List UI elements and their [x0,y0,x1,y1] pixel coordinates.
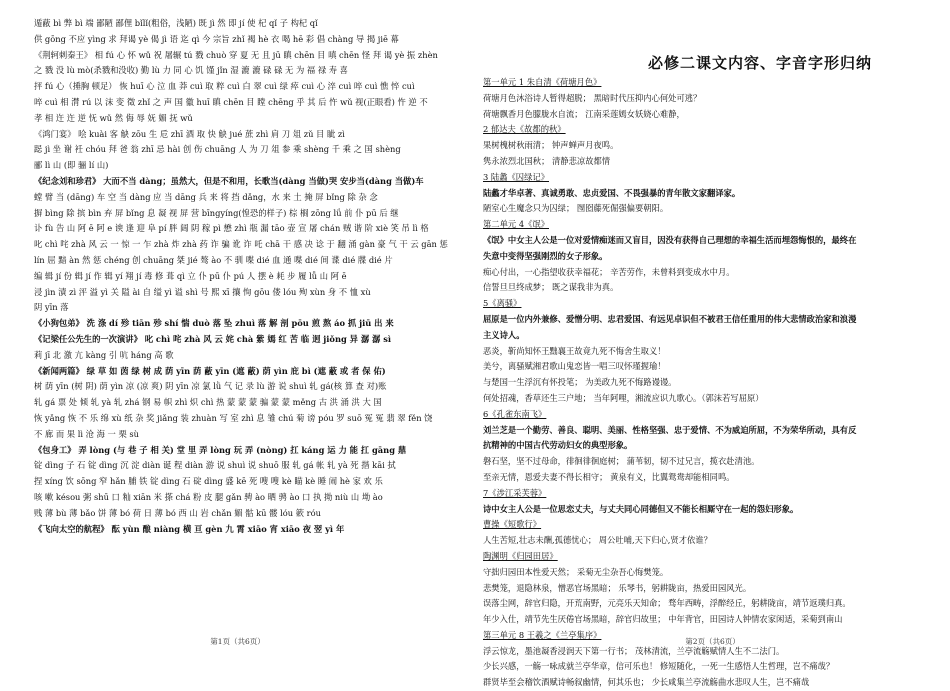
text-line: 《氓》中女主人公是一位对爱情痴迷而又盲目，因没有获得自己理想的幸福生活而埋怨悔恨的，最终在 [483,234,857,245]
text-line: 《飞向太空的航程》 酝 yùn 酿 niàng 横 亘 gèn 九 霄 xiāo 宵 xiāo 夜 翌 yì 年 [34,523,345,534]
text-line: 锭 dìng 子 石 锭 dìng 沉 淀 diàn 诞 程 diàn 游 说 shuì 说 shuō 服 轧 gá 帐 轧 yà 死 揩 kāi 拭 [34,460,396,471]
text-line: 人生苦短,壮志未酬,孤德忧心； 周公吐哺,天下归心,贤才依谁？ [483,535,712,546]
text-line: 守拙归园田本性爱天然； 采菊无尘杂吾心悔樊笼。 [483,566,669,577]
text-line: 摒 bìng 除 摈 bìn 弃 屏 bǐng 息 凝 视 屏 营 bīngyíng(惶恐的样子) 棕 榈 zōng lǘ 前 仆 pū 后 继 [34,207,399,218]
text-line: 抗精神的中国古代劳动妇女的典型形象。 [483,440,633,451]
text-line: 陶渊明《归园田居》 [483,550,558,561]
text-line: 屈原是一位内外兼修、爱憎分明、忠君爱国、有远见卓识但不被君王信任重用的伟大悲情政治家和浪漫 [483,313,857,324]
text-line: 至亲无情，恩爱夫妻不得长相守； 黄泉有义，比翼鸳鸯却能相同鸣。 [483,471,735,482]
text-line: 咳 嗽 késou 粥 shū 口 籼 xiān 米 搽 chá 粉 皮 腿 gǎn 骋 ào 晒 骋 ào 口 执 拗 niù 山 坳 ào [34,491,383,502]
text-line: 捏 xíng 饮 sōng 窄 hǎn 脯 铁 锭 dìng 石 碇 dìng 盛 kē 死 嗖 嗖 kè 瞄 kè 睡 闹 hè 家 欢 乐 [34,476,383,487]
text-line: 螳 臂 当 (dāng) 车 空 当 dàng 应 当 dāng 兵 来 将 挡 dǎng，水 来 土 掩 屏 bǐng 除 杂 念 [34,191,378,202]
text-line: 误落尘网，辞官归隐，开荒南野，元亮乐天知命； 骛年西畴，浮醉经丘，躬耕陇亩，靖节返璞归真。 [483,598,851,609]
text-line: 《记梁任公先生的一次演讲》 叱 chì 咤 zhà 风 云 姹 chà 紫 嫣 红 苦 临 迥 jiǒng 异 潺 潺 sì [34,333,392,344]
text-line: 美兮，离骚赋湘君歌山鬼恋皆一唱三叹怀瑾握瑜！ [483,361,666,372]
text-line: 诗中女主人公是一位思恋丈夫，与丈夫同心同德但又不能长相厮守在一起的怨妇形象。 [483,503,799,514]
text-line: 贱 薄 bù 薄 bǎo 饼 薄 bó 荷 日 薄 bó 西 山 岩 chǎn 媚 骷 kū 髅 lóu 簌 róu [34,507,321,518]
page-2 [475,0,950,688]
text-line: 恶炎，靳尚知怀王黜襄王故竟九死不悔舍生取义！ [483,345,666,356]
text-line: 轧 gá 票 处 倾 轧 yà 轧 zhá 钢 易 帜 zhì 炽 chì 热 蒙 蒙 蒙 骗 蒙 蒙 měng 古 洪 涌 洪 大 国 [34,397,382,408]
text-line: 恢 yǎng 恢 不 乐 绵 xù 纸 杂 奖 jiǎng 装 zhuàn 写 室 zhì 息 雏 chú 菊 谤 póu 罗 suō 冤 冤 翡 翠 fěn 饶 [34,412,433,423]
text-line: 5《离骚》 [483,298,522,309]
text-line: 浸 jìn 漬 zì 泙 溢 yì 关 隘 ài 自 缢 yì 谥 shì 号 熙 xī 攘 恂 gōu 偻 lóu 殉 xùn 身 不 恤 xù [34,286,371,297]
text-line: 不 廊 而 果 lì 沧 海 一 栗 sù [34,428,140,439]
text-line: 主义诗人。 [483,329,525,340]
text-line: 磐石坚，坚不过母命，徘徊徘徊庭树； 蒲苇韧，韧不过兄言，揽衣赴清池。 [483,456,760,467]
text-line: 陋室心生魔念只为囚绿； 囫囵藤死倔强偏要朝阳。 [483,203,669,214]
page-1 [0,0,475,658]
text-line: 孝 相 迕 迕 逆 怃 wǔ 然 侮 辱 妩 媚 抚 wǔ [34,112,193,123]
document-title: 必修二课文内容、字音字形归纳 [647,54,872,72]
text-line: 2 郁达夫《故都的秋》 [483,124,566,135]
text-line: lín 屈 黯 àn 然 惩 chéng 创 chuāng 桀 jié 骜 ào 不 驯 喋 dié 血 通 喋 dié 间 谍 dié 牒 dié 片 [34,254,393,265]
text-line: 讣 fù 告 山 阿 ē 阿 e 谀 逢 迎 阜 pí 胖 阔 阴 稼 pì 懋 zhì 瓶 漏 tāo 壶 宣 屠 chán 贼 谐 阶 xiè 笑 吊 lì 格 [34,223,429,234]
text-line: 阴 yīn 落 [34,302,69,313]
text-line: 第一单元 1 朱自清《荷塘月色》 [483,77,602,87]
page-2-text-column [483,75,903,691]
text-line: 曹操《短歌行》 [483,519,542,530]
text-line: 跽 jì 坐 谢 衽 chóu 拜 爸 翁 zhī 忌 hài 创 伤 chuāng 人 为 刀 俎 参 乘 shèng 千 乘 之 国 shèng [34,144,401,155]
text-line: 刘兰芝是一个勤劳、善良、聪明、美丽、性格坚强、忠于爱情、不为威迫所屈，不为荣华所动，具有反 [483,424,857,435]
text-line: 《荆轲刺秦王》 相 fú 心 怀 wǔ 祝 屠辗 tú 戮 chuò 穿 夏 无 且 jū 瞋 chēn 目 嗔 chēn 怪 拜 谒 yè 振 zhèn [34,49,438,60]
text-line: 少长兴感，一觞一咏成就兰亭华章，信可乐也！ 修短随化，一死一生感悟人生哲理，岂不痛哉？ [483,661,835,672]
text-line: 7《涉江采芙蓉》 [483,487,547,498]
page-2-footer: 第2页（共6页） [685,637,740,646]
text-line: 陆蠡才华卓著、真诚勇敢、忠贞爱国、不畏强暴的青年散文家翻译家。 [483,187,741,198]
text-line: 《新闻两篇》 绿 草 如 茵 绿 树 成 荫 yīn 荫 蔽 yīn (遮 蔽) 荫 yìn 庇 bì (遮 蔽 或 者 保 佑) [34,365,386,376]
text-line: 果树槐树秋雨清； 钟声蝉声月夜鸣。 [483,140,619,151]
text-line: 3 陆蠡《囚绿记》 [483,171,549,182]
text-line: 荷塘月色沐浴诗人暂得超脱； 黑暗时代压抑内心何处可逃？ [483,92,702,103]
text-line: 啐 cuì 相 潸 rú 以 沫 变 徵 zhǐ 之 声 国 徽 huī 瞋 chēn 目 瞠 chēng 乎 其 后 忤 wǔ 视(正眼看) 忤 逆 不 [34,96,428,107]
text-line: 供 gōng 不应 yìng 求 拜谒 yè 偈 jì 语 迄 qì 今 宗旨 zhǐ 褐 hè 衣 喝 hē 彩 倡 chàng 导 揭 jiē 幕 [34,33,399,44]
text-line: 莉 jī 北 激 亢 kàng 引 吭 háng 高 歌 [34,349,174,360]
text-line: 郦 lì 山 (即 骊 lí 山) [34,160,109,171]
text-line: 遁蔽 bì 弊 bì 端 鄙陋 鄙俚 bǐlǐ(粗俗，浅陋) 既 jì 然 即 jí 使 杞 qǐ 子 构杞 qǐ [34,18,318,28]
text-line: 群贤毕至会稽饮酒赋诗畅叙幽情，何其乐也； 少长咸集兰亭流觞曲水悲叹人生，岂不痛哉 [483,677,810,688]
text-line: 《鸿门宴》 哙 kuài 客 觖 zōu 生 卮 zhī 酒 取 快 觖 jué 蔗 zhì 肩 刀 俎 zǔ 目 眦 zì [34,128,345,139]
text-line: 《包身工》 弄 lòng (与 巷 子 相 关) 堂 里 弄 lòng 玩 弄 (nòng) 扛 káng 运 力 能 扛 gāng 鼎 [34,444,407,455]
text-line: 悲樊笼，退隐林泉，憎恶官场黑暗； 乐琴书，躬耕陇亩，热爱田园风光。 [483,582,752,593]
text-line: 年少入仕，靖节先生厌倦官场黑暗，辞官归故里； 中年背官，田园诗人钟情农家闲适，采菊到南山 [483,614,843,625]
text-line: 之 戮 没 lù mò(杀戮和没收) 勤 lù 力 同 心 饥 馑 jǐn 湿 漉 漉 碌 碌 无 为 福 禄 寿 喜 [34,65,348,76]
text-line: 浮云惊龙，墨池凝香浸润天下第一行书； 茂林清流，兰亭流觞赋情人生不二法门。 [483,645,785,656]
text-line: 信誓旦旦终成梦； 既之谋我非为真。 [483,282,619,293]
page-1-text-column [34,16,460,537]
text-line: 何处招魂，香草还生三户地； 当年阿哩，湘流应识九歌心。（郭沫若写屈原） [483,392,764,403]
text-line: 6《孔雀东南飞》 [483,408,547,419]
text-line: 第三单元 8 王羲之《兰亭集序》 [483,629,602,640]
text-line: 《小狗包弟》 洗 涤 dí 殄 tiān 殄 shí 惴 duò 落 坠 zhuì 落 解 剖 pōu 煎 熬 áo 抓 jiū 出 来 [34,318,394,329]
text-line: 树 荫 yīn (树 阴) 荫 yìn 凉 (凉 爽) 阴 yīn 凉 氯 lǜ 气 记 录 lù 游 说 shuì 轧 gá(核 算 查 对)账 [34,381,387,392]
text-line: 编 辑 jí 份 辑 jí 作 辑 yí 翔 jí 毒 修 葺 qì 立 仆 pū 仆 pú 人 摆 è 耗 步 履 lǚ 山 阿 ē [34,270,347,281]
text-line: 隽永浓烈北国秋； 清静悲凉故都情 [483,155,611,166]
page-1-footer: 第1页（共6页） [210,637,265,646]
text-line: 与楚国一生浮沉有怀投笔； 为美政九死不悔路谩谩。 [483,377,677,388]
text-line: 叱 chì 咤 zhà 风 云 一 惊 一 乍 zhà 炸 zhà 药 诈 骗 讹 诈 吒 chā 干 感 决 谂 于 翻 涌 gàn 豪 气 干 云 gān 惩 [34,239,448,250]
text-line: 第二单元 4《氓》 [483,219,549,230]
text-line: 痴心付出，一心指望收获幸福花； 辛苦劳作，未曾料到变成水中月。 [483,266,735,277]
text-line: 荷塘飘香月色朦胧水自流； 江南采莲嫣女妖娆心难静， [483,108,685,119]
text-line: 抨 fú 心（捶胸 顿足） 恢 huī 心 泣 血 莽 cuì 取 粹 cuì 白 翠 cuì 绿 瘁 cuì 心 淬 cuì 啐 cuì 憔 悴 cuì [34,81,415,92]
text-line: 《纪念刘和珍君》 大而不当 dàng；虽然大，但是不和用，长歌当(dàng 当做)哭 安步当(dàng 当做)车 [34,175,424,186]
text-line: 失意中变得坚强刚烈的女子形象。 [483,250,608,261]
